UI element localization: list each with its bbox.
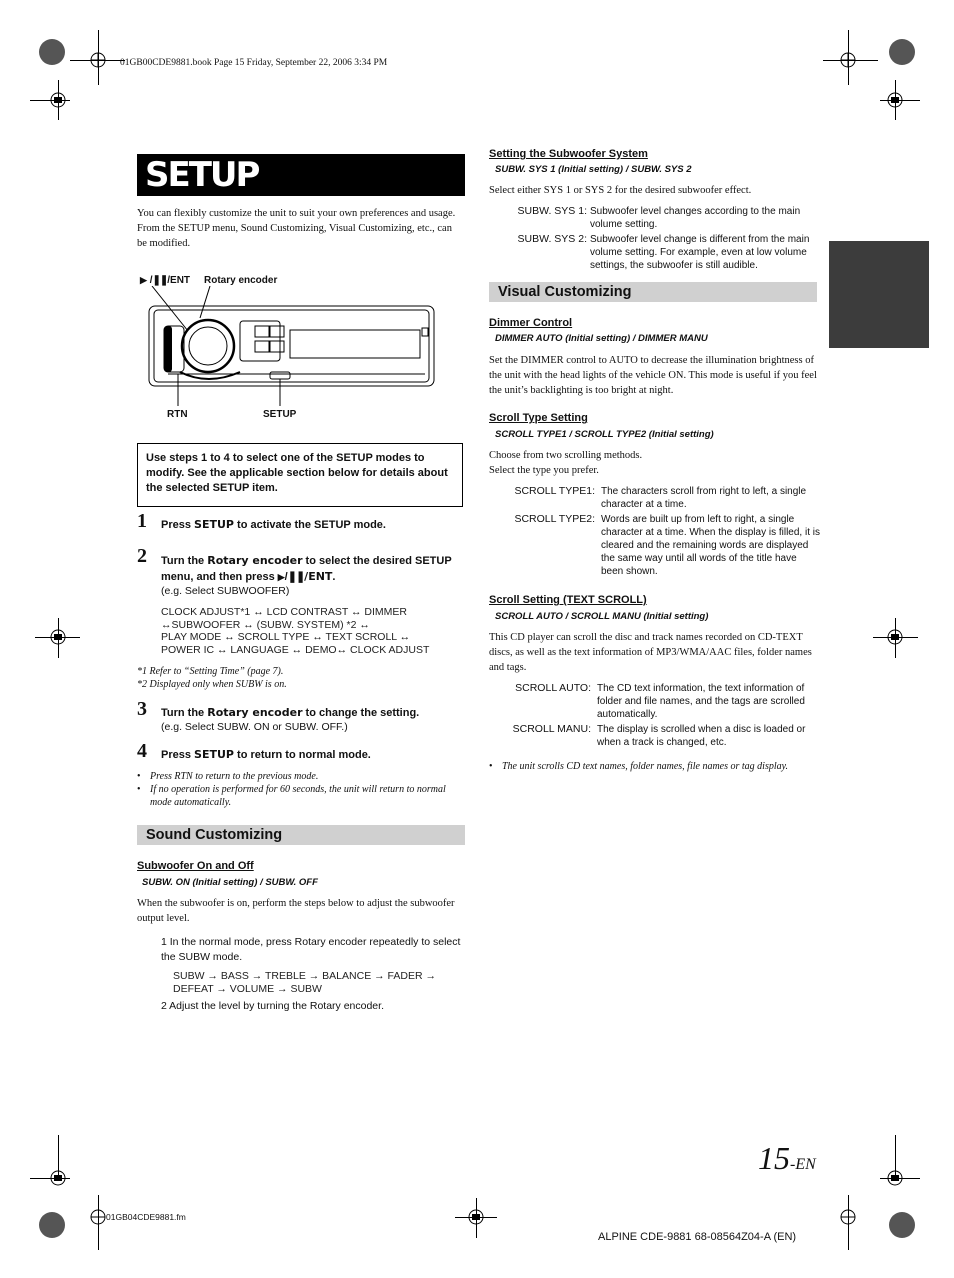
scroll-setting-note: SCROLL AUTO / SCROLL MANU (Initial setting) (495, 611, 709, 622)
subwoofer-text: When the subwoofer is on, perform the steps below to adjust the subwoofer output level. (137, 898, 455, 924)
figure-label-rtn: RTN (167, 409, 188, 420)
def-term: SUBW. SYS 2: (517, 233, 587, 245)
page-number: 15-EN (758, 1140, 816, 1176)
step-number: 4 (137, 740, 147, 762)
step-number: 1 (137, 510, 147, 532)
scroll-type-text: Choose from two scrolling methods. Select the type you prefer. (489, 450, 643, 476)
dimmer-heading: Dimmer Control (489, 317, 573, 329)
subwoofer-note: SUBW. ON (Initial setting) / SUBW. OFF (142, 877, 318, 888)
page-title: SETUP (137, 154, 465, 196)
print-header: 01GB00CDE9881.book Page 15 Friday, September 22, 2006 3:34 PM (120, 58, 388, 68)
subwoofer-system-note: SUBW. SYS 1 (Initial setting) / SUBW. SYS 2 (495, 164, 692, 175)
step-2: Turn the Rotary encoder to select the desired SETUP menu, and then press ▶/❚❚/ENT. (e.g. Select SUBWOOFER) (161, 554, 452, 597)
intro-text: You can flexibly customize the unit to suit your own preferences and usage. From the SETUP menu, Sound Customizing, Visual Customizing, etc., can be modified. (137, 208, 456, 249)
subwoofer-item-2: 2 Adjust the level by turning the Rotary encoder. (161, 1000, 384, 1012)
scroll-setting-text: This CD player can scroll the disc and track names recorded on CD-TEXT discs, as well as the text information of MP3/WMA/AAC files, folder names and tags. (489, 632, 812, 673)
section-visual-customizing: Visual Customizing (489, 282, 817, 302)
head-unit-illustration (140, 286, 440, 406)
section-sound-customizing: Sound Customizing (137, 825, 465, 845)
figure-label-rotary: Rotary encoder (204, 275, 278, 286)
def-term: SCROLL TYPE1: (514, 485, 595, 497)
def-desc: The display is scrolled when a disc is loaded or when a track is changed, etc. (597, 724, 806, 748)
menu-chain: CLOCK ADJUST*1 ↔ LCD CONTRAST ↔ DIMMER ↔SUBWOOFER ↔ (SUBW. SYSTEM) *2 ↔ PLAY MODE ↔ SCROLL TYPE ↔ TEXT SCROLL ↔ POWER IC ↔ LANGUAGE ↔ DEMO↔ CLOCK ADJUST (161, 606, 430, 656)
step-1: Press SETUP to activate the SETUP mode. (161, 518, 386, 531)
step-3: Turn the Rotary encoder to change the setting. (e.g. Select SUBW. ON or SUBW. OFF.) (161, 706, 420, 733)
scroll-setting-heading: Scroll Setting (TEXT SCROLL) (489, 594, 647, 606)
scroll-type-heading: Scroll Type Setting (489, 412, 588, 424)
step-4: Press SETUP to return to normal mode. (161, 748, 371, 761)
footer-model: ALPINE CDE-9881 68-08564Z04-A (EN) (598, 1231, 797, 1243)
scroll-type-note: SCROLL TYPE1 / SCROLL TYPE2 (Initial setting) (495, 429, 714, 440)
def-desc: Subwoofer level changes according to the main volume setting. (590, 206, 801, 230)
def-desc: The CD text information, the text information of folder and file names, and the tags are scrolled automatically. (597, 683, 805, 720)
notes-list: • Press RTN to return to the previous mode. • If no operation is performed for 60 seconds, the unit will return to normal mode automatically. (137, 771, 446, 808)
def-desc: Words are built up from left to right, a single character at a time. When the display is filled, it is cleared and the remaining words are displayed the same way until all words of the title have been shown. (601, 514, 820, 577)
subwoofer-system-text: Select either SYS 1 or SYS 2 for the desired subwoofer effect. (489, 185, 752, 196)
footnotes: *1 Refer to “Setting Time” (page 7). *2 Displayed only when SUBW is on. (137, 666, 287, 690)
def-term: SCROLL AUTO: (515, 682, 591, 694)
step-number: 2 (137, 545, 147, 567)
footer-filename: 01GB04CDE9881.fm (106, 1212, 186, 1222)
subwoofer-heading: Subwoofer On and Off (137, 860, 254, 872)
figure-label-setup: SETUP (263, 409, 297, 420)
dimmer-note: DIMMER AUTO (Initial setting) / DIMMER MANU (495, 333, 708, 344)
dimmer-text: Set the DIMMER control to AUTO to decrease the illumination brightness of the unit with the head lights of the vehicle ON. This mode is useful if you feel the unit’s backlighting is too bright at night. (489, 355, 817, 396)
visual-note: • The unit scrolls CD text names, folder names, file names or tag display. (489, 761, 789, 772)
side-tab (829, 241, 929, 348)
step-number: 3 (137, 698, 147, 720)
subwoofer-item-1: 1 In the normal mode, press Rotary encoder repeatedly to select the SUBW mode. (161, 936, 461, 963)
def-term: SUBW. SYS 1: (517, 205, 587, 217)
callout-box: Use steps 1 to 4 to select one of the SETUP modes to modify. See the applicable section below for details about the selected SETUP item. (137, 443, 463, 507)
subwoofer-system-heading: Setting the Subwoofer System (489, 148, 648, 160)
def-term: SCROLL TYPE2: (514, 513, 595, 525)
subwoofer-chain: SUBW → BASS → TREBLE → BALANCE → FADER → DEFEAT → VOLUME → SUBW (173, 970, 436, 995)
figure-label-play: ▶ /❚❚/ENT (140, 275, 191, 286)
def-desc: Subwoofer level change is different from the main volume setting. For example, even at low volume settings, the subwoofer is still audible. (590, 234, 810, 271)
def-term: SCROLL MANU: (512, 723, 591, 735)
def-desc: The characters scroll from right to left, a single character at a time. (601, 486, 807, 510)
